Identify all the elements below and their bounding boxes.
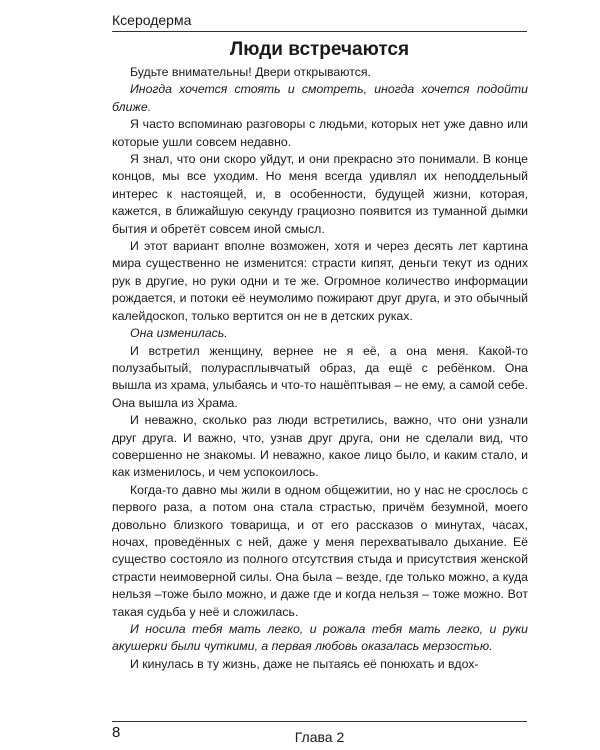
footer-chapter-label: Глава 2	[294, 729, 345, 745]
paragraph-italic: Она изменилась.	[130, 326, 228, 341]
paragraph-italic: Иногда хочется стоять и смотреть, иногда хочется подойти ближе.	[112, 82, 528, 114]
body-text	[112, 64, 528, 673]
page-number: 8	[112, 724, 121, 741]
footer-rule	[112, 721, 527, 722]
paragraph: И кинулась в ту жизнь, даже не пытаясь её понюхать и вдох-	[130, 656, 479, 671]
paragraph: Я знал, что они скоро уйдут, и они прекрасно это понимали. В конце концов, мы все уходим. Но меня всегда удивлял их неподдельный интерес к настоящей, и, в особенности, будущей жизни, которая, кажется, в ближайшую секунду грациозно появится из туманной дымки бытия и обретёт совсем иной смысл.	[112, 152, 528, 236]
paragraph: И этот вариант вполне возможен, хотя и через десять лет картина мира существенно не изменится: страсти кипят, деньги текут из одних рук в другие, но руки одни и те же. Огромное количество информации рождается, и потоки её неумолимо пожирают друг друга, и это обычный калейдоскоп, только вертится он не в детских руках.	[112, 239, 528, 323]
paragraph: Когда-то давно мы жили в одном общежитии, но у нас не срослось с первого раза, а потом она стала страстью, причём безумной, моего довольно близкого товарища, и от его рассказов о минутах, часах, ночах, проведённых с ней, даже у меня перехватывало дыхание. Её существо состояло из полного отсутствия стыда и присутствия женской страсти неимоверной силы. Она была – везде, где только можно, а куда нельзя –тоже было можно, и даже где и когда нельзя – тоже можно. Вот такая судьба у неё и сложилась.	[112, 482, 528, 619]
running-header: Ксеродерма	[112, 10, 527, 32]
paragraph: И неважно, сколько раз люди встретились, важно, что они узнали друг друга. И важно, что, узнав друг друга, они не сделали вид, что совершенно не знакомы. И неважно, какое лицо было, и каким стало, и как изменилось, и чем успокоилось.	[112, 413, 528, 480]
paragraph: Будьте внимательны! Двери открываются.	[130, 65, 371, 79]
paragraph: Я часто вспоминаю разговоры с людьми, которых нет уже давно или которые ушли совсем недавно.	[112, 117, 528, 149]
chapter-title: Люди встречаются	[229, 39, 410, 60]
paragraph: И встретил женщину, вернее не я её, а она меня. Какой-то полузабытый, полурасплывчатый образ, да ещё с ребёнком. Она вышла из храма, улыбаясь и что-то нашёптывая – не ему, а самой себе. Она вышла из Храма.	[112, 343, 528, 410]
paragraph-italic: И носила тебя мать легко, и рожала тебя мать легко, и руки акушерки были чуткими, а первая любовь оказалась мерзостью.	[112, 622, 528, 654]
